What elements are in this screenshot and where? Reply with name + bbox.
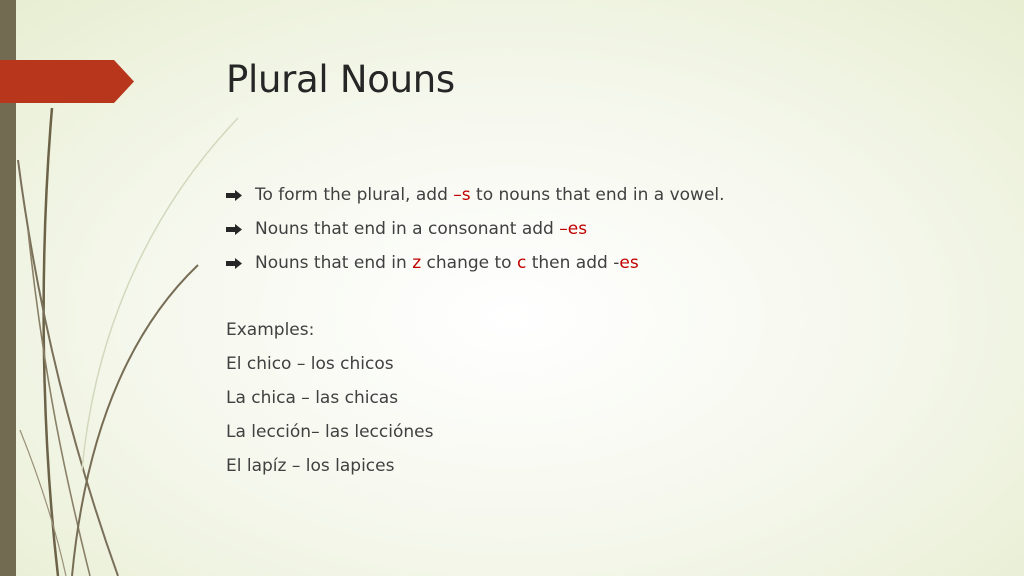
bullet-item bbox=[226, 212, 986, 246]
slide-body bbox=[226, 178, 986, 483]
example-line: El lapíz – los lapices bbox=[226, 456, 395, 476]
arrow-bullet-icon bbox=[226, 258, 242, 269]
example-line: La lección– las lecciónes bbox=[226, 422, 434, 442]
bullet-text: Nouns that end in a consonant add –es bbox=[255, 219, 588, 239]
bullet-item bbox=[226, 178, 986, 212]
arrow-bullet-icon bbox=[226, 224, 242, 235]
examples-section bbox=[226, 313, 986, 483]
examples-heading: Examples: bbox=[226, 320, 315, 340]
bullet-text: Nouns that end in z change to c then add -es bbox=[255, 253, 639, 273]
bullet-text: To form the plural, add –s to nouns that end in a vowel. bbox=[255, 185, 725, 205]
example-line: El chico – los chicos bbox=[226, 354, 394, 374]
slide-title: Plural Nouns bbox=[226, 58, 455, 101]
bullet-list bbox=[226, 178, 986, 280]
arrow-bullet-icon bbox=[226, 190, 242, 201]
bullet-item bbox=[226, 246, 986, 280]
example-line: La chica – las chicas bbox=[226, 388, 399, 408]
